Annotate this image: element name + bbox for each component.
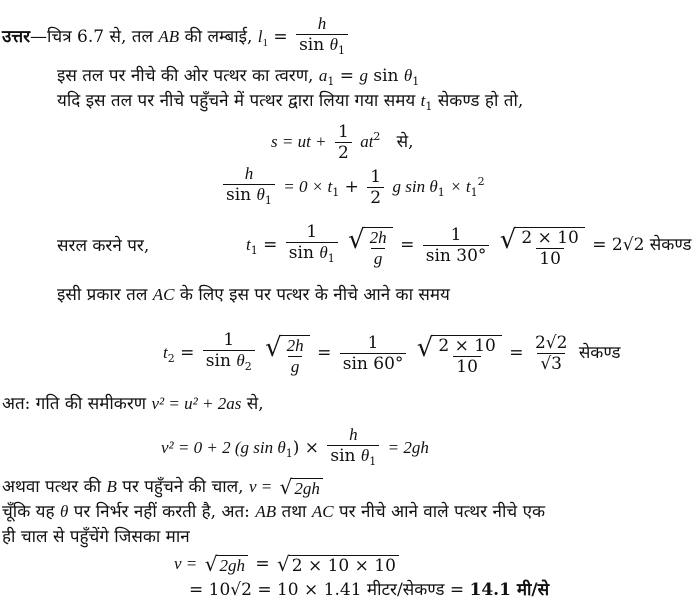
fraction-denominator: $\sin \theta_1$ (296, 34, 348, 61)
h-over-sin-theta1-3: $\frac{h}{\sin \theta_1}$ (327, 425, 379, 472)
l1-symbol: $l_1$ (257, 27, 268, 49)
t1-result-equation: $t_1$ = $\frac{1}{\sin \theta_1}$ √ $\frac{2h}{g}$ = $\frac{1}{\sin 30^\circ}$ √ $\frac{2 \times 10}{10}$ = 2√2 सेकण्ड (246, 222, 692, 269)
v-squared-equation: v² = 0 + 2 (g $\sin \theta_1$) × $\frac{h}{\sin \theta_1}$ = 2gh (161, 425, 429, 472)
plane-ac-line: इसी प्रकार तल AC के लिए इस पर पत्थर के नीचे आने का समय (57, 285, 450, 305)
two-root2-over-root3: $\frac{2√2}{√3}$ (534, 333, 568, 374)
t2-result-equation: $t_2$ = $\frac{1}{\sin \theta_2}$ √ $\frac{2h}{g}$ = $\frac{1}{\sin 60^\circ}$ √ $\frac{2 \times 10}{10}$ = $\frac{2√2}{√3}$ सेकण्ड (163, 330, 621, 377)
one-over-sin-theta2: $\frac{1}{\sin \theta_2}$ (203, 330, 255, 377)
h-over-sin-theta1-fraction (296, 14, 348, 61)
point-b-label: B (106, 477, 117, 496)
answer-heading: उत्तर (2, 27, 31, 47)
t1-result: = 2√2 सेकण्ड (592, 235, 692, 255)
figure-ref-text: चित्र 6.7 से, तल (47, 27, 153, 47)
half-fraction-2: $\frac{1}{2}$ (367, 167, 384, 208)
sqrt-2gh-2: √ 2gh (205, 553, 248, 576)
answer-intro-line: उत्तर—चित्र 6.7 से, तल AB की लम्बाई, $l_1$ = $\frac{h}{\sin \theta_1}$ (2, 14, 351, 61)
one-over-sin30: $\frac{1}{\sin 30^\circ}$ (423, 225, 490, 266)
simplify-label: सरल करने पर, (57, 236, 150, 256)
kinematics-equation: s = ut + $\frac{1}{2}$ $at^2$ से, (271, 122, 414, 163)
substituted-equation: $\frac{h}{\sin \theta_1}$ = $0 \times t_1$ + $\frac{1}{2}$ g $\sin \theta_1 \times t_1^2$ (220, 164, 485, 211)
sqrt-2gh: √ 2gh (280, 476, 323, 499)
sqrt-20-over-10: √ $\frac{2 \times 10}{10}$ (500, 223, 585, 269)
independence-line: चूँकि यह θ पर निर्भर नहीं करती है, अत: AB तथा AC पर नीचे आने वाले पत्थर नीचे एक (2, 502, 546, 522)
same-speed-line: ही चाल से पहुँचेंगे जिसका मान (2, 527, 190, 547)
sqrt-2x10x10: √ 2 × 10 × 10 (277, 553, 399, 576)
a1-symbol: a (318, 66, 328, 85)
equation-of-motion-line: अत: गति की समीकरण v² = u² + 2as से, (2, 394, 264, 414)
acceleration-line: इस तल पर नीचे की ओर पत्थर का त्वरण, $a_1 = g$ $\sin \theta_1$ (57, 66, 420, 88)
time-text: यदि इस तल पर नीचे पहुँचने में पत्थर द्वारा लिया गया समय (57, 91, 416, 111)
sqrt-2h-over-g: √ $\frac{2h}{g}$ (348, 223, 393, 269)
time-line: यदि इस तल पर नीचे पहुँचने में पत्थर द्वारा लिया गया समय $t_1$ सेकण्ड हो तो, (57, 91, 524, 113)
t1-symbol: t (420, 91, 426, 110)
one-over-sin60: $\frac{1}{\sin 60^\circ}$ (340, 333, 407, 374)
half-fraction: $\frac{1}{2}$ (335, 122, 352, 163)
acceleration-text: इस तल पर नीचे की ओर पत्थर का त्वरण, (57, 66, 314, 86)
plane-ac-label: AC (152, 285, 175, 304)
length-text: की लम्बाई, (184, 27, 253, 47)
final-result-line: = 10√2 = 10 × 1.41 मीटर/सेकण्ड = 14.1 मी/से (189, 580, 550, 600)
one-over-sin-theta1: $\frac{1}{\sin \theta_1}$ (286, 222, 338, 269)
equals-sign: = (273, 27, 288, 47)
seconds-unit: सेकण्ड (578, 343, 621, 363)
plane-ab-label: AB (158, 27, 180, 46)
speed-at-b-line: अथवा पत्थर की B पर पहुँचने की चाल, v = √ 2gh (2, 476, 325, 499)
final-answer: 14.1 मी/से (469, 580, 550, 600)
sqrt-2h-over-g-2: √ $\frac{2h}{g}$ (265, 331, 310, 377)
v-value-equation: v = √ 2gh = √ 2 × 10 × 10 (174, 553, 401, 576)
fraction-numerator: h (317, 14, 327, 33)
sqrt-20-over-10-2: √ $\frac{2 \times 10}{10}$ (417, 331, 502, 377)
time-text-end: सेकण्ड हो तो, (437, 91, 524, 111)
h-over-sin-theta1: $\frac{h}{\sin \theta_1}$ (223, 164, 275, 211)
